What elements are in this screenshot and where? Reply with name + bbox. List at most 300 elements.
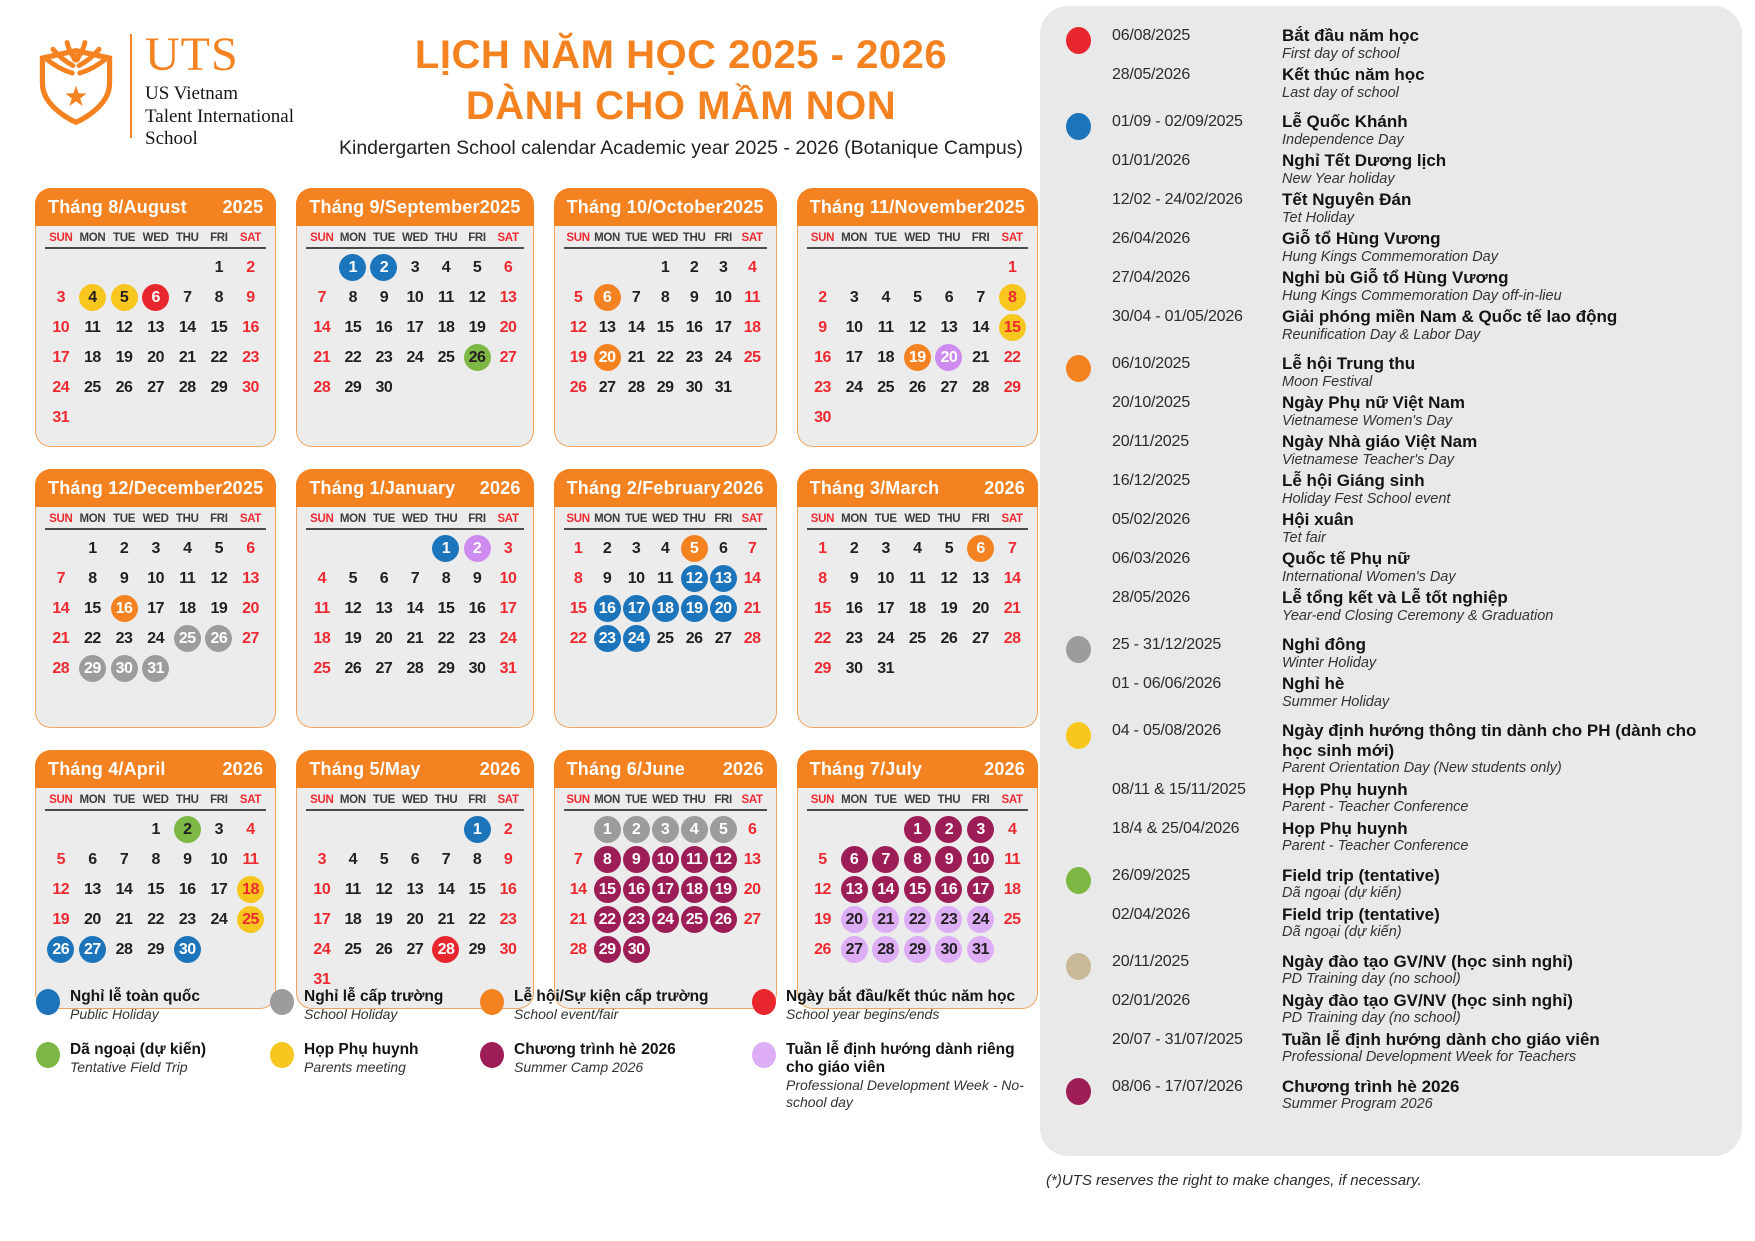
day-cell — [77, 343, 109, 372]
day-cell — [77, 373, 109, 402]
day-cell — [337, 594, 368, 623]
event-entry — [1112, 1077, 1716, 1113]
day-cell — [203, 845, 235, 874]
day-number: 2 — [818, 289, 827, 306]
day-cell — [807, 403, 839, 432]
day-number-marked-maroon: 26 — [710, 906, 737, 933]
day-number: 30 — [468, 660, 486, 677]
day-number: 5 — [818, 851, 827, 868]
weekday-label: FRI — [971, 232, 990, 244]
day-number: 28 — [569, 941, 587, 958]
event-date: 28/05/2026 — [1112, 589, 1191, 606]
empty-day-cell — [870, 253, 902, 282]
event-date: 25 - 31/12/2025 — [1112, 636, 1222, 653]
day-number-marked-blue: 12 — [681, 565, 708, 592]
weekday-label: THU — [175, 794, 199, 806]
day-cell — [306, 935, 337, 964]
day-number: 5 — [944, 540, 954, 557]
day-number: 19 — [375, 911, 393, 928]
day-cell — [306, 283, 337, 312]
event-name-vi: Lễ Quốc Khánh — [1282, 112, 1408, 131]
event-entry — [1112, 354, 1716, 390]
event-text — [1282, 549, 1716, 585]
day-number: 7 — [441, 851, 451, 868]
legend-item-yellow — [270, 1041, 480, 1111]
event-date: 06/03/2026 — [1112, 550, 1191, 567]
weekday-header-row — [306, 232, 523, 249]
day-number-marked-blue: 26 — [47, 936, 74, 963]
event-name-vi: Ngày đào tạo GV/NV (học sinh nghỉ) — [1282, 951, 1573, 971]
day-cell — [368, 875, 399, 904]
day-cell — [462, 935, 493, 964]
day-cell — [996, 283, 1028, 312]
day-number-marked-maroon: 14 — [872, 876, 899, 903]
day-number: 13 — [940, 319, 958, 336]
weekday-header-row — [45, 513, 266, 530]
page-subtitle: Kindergarten School calendar Academic year 2025 - 2026 (Botanique Campus) — [339, 137, 1023, 159]
day-number: 9 — [119, 570, 129, 587]
event-entry — [1112, 510, 1716, 546]
day-number: 28 — [743, 630, 761, 647]
day-number: 7 — [976, 289, 985, 306]
day-cell — [368, 905, 399, 934]
day-cell — [870, 845, 902, 874]
day-number: 24 — [845, 379, 863, 396]
event-date: 28/05/2026 — [1112, 66, 1191, 83]
day-cell — [709, 313, 738, 342]
events-sidebar — [1040, 6, 1742, 1156]
empty-day-cell — [593, 253, 622, 282]
day-number: 23 — [115, 630, 133, 647]
weekday-label: MON — [339, 232, 366, 244]
month-header — [554, 469, 777, 507]
day-number: 31 — [313, 971, 331, 988]
day-cell — [807, 564, 839, 593]
uts-shield-icon — [35, 30, 117, 134]
month-title: Tháng 5/May — [309, 759, 421, 779]
day-number-marked-gray: 25 — [174, 625, 201, 652]
day-cell — [965, 875, 997, 904]
legend-label-en: Parents meeting — [304, 1059, 406, 1075]
day-number: 22 — [656, 349, 674, 366]
legend-label-en: School year begins/ends — [786, 1006, 940, 1022]
day-number: 21 — [569, 911, 587, 928]
day-cell — [622, 343, 651, 372]
day-cell — [430, 313, 461, 342]
day-cell — [45, 403, 77, 432]
month-days — [306, 253, 523, 402]
day-number: 18 — [908, 600, 926, 617]
day-number: 22 — [84, 630, 101, 647]
day-number-marked-yellow: 18 — [237, 876, 264, 903]
day-cell — [593, 373, 622, 402]
day-cell — [399, 564, 430, 593]
day-cell — [77, 594, 109, 623]
month-card — [35, 750, 276, 1009]
day-number: 17 — [313, 911, 331, 928]
event-name-vi: Họp Phụ huynh — [1282, 779, 1408, 799]
day-number: 22 — [468, 911, 486, 928]
day-number: 1 — [151, 821, 160, 838]
day-number: 9 — [183, 851, 192, 868]
weekday-label: SAT — [239, 794, 262, 806]
day-number-marked-orange: 6 — [967, 535, 994, 562]
day-number-marked-maroon: 23 — [623, 906, 650, 933]
empty-day-cell — [140, 253, 172, 282]
day-cell — [965, 594, 997, 623]
event-text — [1282, 229, 1716, 265]
day-number-marked-maroon: 9 — [623, 846, 650, 873]
weekday-label: MON — [339, 513, 366, 525]
day-cell — [337, 564, 368, 593]
day-number-marked-red: 28 — [432, 936, 459, 963]
event-date: 02/04/2026 — [1112, 905, 1191, 923]
day-cell — [171, 594, 203, 623]
day-number: 11 — [877, 319, 894, 336]
month-header — [554, 750, 777, 788]
day-cell — [996, 624, 1028, 653]
day-number: 2 — [246, 259, 255, 276]
weekday-label: SAT — [497, 513, 519, 525]
month-header — [35, 469, 276, 507]
event-name-en: Moon Festival — [1282, 373, 1373, 390]
day-cell — [651, 343, 680, 372]
weekday-label: MON — [339, 794, 366, 806]
day-number: 22 — [210, 349, 228, 366]
event-group-yellow — [1066, 721, 1716, 855]
day-number: 23 — [242, 349, 259, 366]
event-name-en: Summer Holiday — [1282, 693, 1390, 710]
day-cell — [593, 815, 622, 844]
day-cell — [902, 594, 934, 623]
day-cell — [171, 283, 203, 312]
day-cell — [622, 283, 651, 312]
day-cell — [738, 845, 767, 874]
day-cell — [493, 815, 524, 844]
event-name-en: Hung Kings Commemoration Day off-in-lieu — [1282, 287, 1562, 304]
day-cell — [140, 654, 172, 683]
event-text — [1282, 905, 1716, 941]
weekday-label: SAT — [741, 794, 763, 806]
day-number: 3 — [56, 289, 65, 306]
event-group-blue — [1066, 112, 1716, 343]
day-cell — [902, 875, 934, 904]
event-group-green — [1066, 866, 1716, 941]
day-cell — [462, 905, 493, 934]
event-name-vi: Giỗ tổ Hùng Vương — [1282, 229, 1441, 248]
day-cell — [45, 875, 77, 904]
day-number: 3 — [410, 259, 420, 276]
event-date: 05/02/2026 — [1112, 511, 1191, 528]
event-entry — [1112, 549, 1716, 585]
day-cell — [77, 654, 109, 683]
day-number: 1 — [818, 540, 827, 557]
empty-day-cell — [564, 253, 593, 282]
day-number: 30 — [375, 379, 393, 396]
day-cell — [564, 564, 593, 593]
day-number: 4 — [913, 540, 922, 557]
weekday-label: SAT — [741, 513, 763, 525]
day-number: 29 — [656, 379, 674, 396]
event-text — [1282, 721, 1716, 777]
day-number-marked-lightpurple: 22 — [904, 906, 931, 933]
day-cell — [235, 564, 267, 593]
day-number: 17 — [52, 349, 70, 366]
day-number: 16 — [242, 319, 259, 336]
day-number: 12 — [908, 319, 926, 336]
day-cell — [430, 534, 461, 563]
day-cell — [651, 594, 680, 623]
day-cell — [108, 875, 140, 904]
day-number: 13 — [972, 570, 989, 587]
day-cell — [680, 253, 709, 282]
day-cell — [235, 815, 267, 844]
day-cell — [870, 283, 902, 312]
event-name-en: Parent - Teacher Conference — [1282, 838, 1469, 854]
day-number: 15 — [468, 881, 486, 898]
day-number: 11 — [344, 881, 361, 898]
day-cell — [933, 343, 965, 372]
day-cell — [235, 594, 267, 623]
day-cell — [738, 343, 767, 372]
weekday-label: SUN — [810, 513, 835, 525]
day-number-marked-blue: 20 — [710, 595, 737, 622]
day-number: 21 — [437, 911, 455, 928]
day-cell — [306, 564, 337, 593]
event-name-vi: Lễ tổng kết và Lễ tốt nghiệp — [1282, 588, 1508, 607]
legend-label-en: School event/fair — [514, 1006, 619, 1022]
day-cell — [108, 534, 140, 563]
empty-day-cell — [933, 253, 965, 282]
day-cell — [807, 373, 839, 402]
day-number: 23 — [468, 630, 486, 647]
day-number: 23 — [499, 911, 517, 928]
day-number: 5 — [379, 851, 389, 868]
day-cell — [368, 845, 399, 874]
day-cell — [838, 564, 870, 593]
day-number: 14 — [313, 319, 331, 336]
day-cell — [593, 534, 622, 563]
day-cell — [838, 845, 870, 874]
day-number: 13 — [84, 881, 101, 898]
footnote: (*)UTS reserves the right to make changes, if necessary. — [1046, 1172, 1422, 1189]
day-number: 12 — [115, 319, 133, 336]
day-cell — [171, 815, 203, 844]
day-cell — [399, 594, 430, 623]
day-number: 21 — [1003, 600, 1021, 617]
weekday-label: TUE — [625, 794, 648, 806]
day-cell — [593, 875, 622, 904]
day-number: 23 — [845, 630, 863, 647]
day-cell — [306, 875, 337, 904]
day-cell — [399, 654, 430, 683]
day-cell — [965, 564, 997, 593]
weekday-label: SUN — [810, 794, 835, 806]
event-name-vi: Nghỉ bù Giỗ tổ Hùng Vương — [1282, 268, 1509, 287]
event-entry — [1112, 26, 1716, 62]
tan-dot-icon — [1066, 953, 1091, 980]
legend-item-gray — [270, 988, 480, 1023]
weekday-header-row — [45, 794, 266, 811]
day-number: 27 — [375, 660, 393, 677]
day-cell — [493, 564, 524, 593]
event-date: 02/01/2026 — [1112, 991, 1191, 1009]
legend-label-vi: Lễ hội/Sự kiện cấp trường — [514, 988, 709, 1005]
day-cell — [651, 624, 680, 653]
day-cell — [45, 624, 77, 653]
legend-label-en: School Holiday — [304, 1006, 398, 1022]
day-cell — [462, 624, 493, 653]
day-number: 18 — [178, 600, 196, 617]
day-cell — [709, 253, 738, 282]
day-number: 27 — [598, 379, 616, 396]
day-number-marked-yellow: 25 — [237, 906, 264, 933]
day-number: 31 — [714, 379, 732, 396]
day-cell — [462, 564, 493, 593]
day-number-marked-maroon: 9 — [935, 846, 962, 873]
event-date: 08/11 & 15/11/2025 — [1112, 780, 1246, 798]
day-number: 23 — [178, 911, 196, 928]
day-number: 18 — [437, 319, 455, 336]
weekday-label: TUE — [112, 794, 136, 806]
day-number: 5 — [348, 570, 358, 587]
day-cell — [651, 564, 680, 593]
day-number: 31 — [52, 409, 70, 426]
day-cell — [337, 905, 368, 934]
legend-text — [304, 1041, 419, 1076]
day-cell — [235, 313, 267, 342]
day-number: 10 — [210, 851, 228, 868]
month-card — [296, 750, 533, 1009]
day-number: 27 — [714, 630, 732, 647]
day-number: 4 — [441, 259, 451, 276]
day-cell — [902, 283, 934, 312]
weekday-label: TUE — [625, 513, 648, 525]
weekday-label: FRI — [714, 794, 732, 806]
day-number: 11 — [438, 289, 454, 306]
event-name-vi: Chương trình hè 2026 — [1282, 1076, 1460, 1096]
event-name-en: Year-end Closing Ceremony & Graduation — [1282, 607, 1554, 624]
day-number-marked-purple: 20 — [935, 344, 962, 371]
day-number: 18 — [877, 349, 895, 366]
day-cell — [807, 534, 839, 563]
day-number-marked-blue: 18 — [652, 595, 679, 622]
yellow-legend-dot-icon — [270, 1042, 294, 1068]
weekday-label: WED — [652, 794, 679, 806]
event-text — [1282, 819, 1716, 855]
event-text — [1282, 952, 1716, 988]
day-number: 24 — [52, 379, 70, 396]
day-number-marked-yellow: 8 — [999, 284, 1026, 311]
weekday-label: FRI — [714, 232, 732, 244]
day-cell — [306, 654, 337, 683]
day-cell — [140, 845, 172, 874]
day-number: 11 — [744, 289, 761, 306]
day-cell — [235, 283, 267, 312]
legend-label-en: Summer Camp 2026 — [514, 1059, 644, 1075]
day-cell — [838, 313, 870, 342]
day-cell — [902, 815, 934, 844]
month-year: 2025 — [479, 197, 521, 217]
day-cell — [399, 905, 430, 934]
day-cell — [870, 905, 902, 934]
day-cell — [651, 534, 680, 563]
month-card — [296, 188, 533, 447]
month-title: Tháng 11/November — [809, 197, 985, 217]
day-cell — [933, 283, 965, 312]
weekday-header-row — [807, 232, 1028, 249]
day-number: 25 — [313, 660, 331, 677]
weekday-label: WED — [142, 513, 169, 525]
day-number: 9 — [503, 851, 513, 868]
day-cell — [870, 564, 902, 593]
month-header — [797, 469, 1038, 507]
day-cell — [593, 564, 622, 593]
day-number-marked-maroon: 29 — [594, 936, 621, 963]
month-body — [296, 226, 533, 447]
day-number-marked-lightpurple: 21 — [872, 906, 899, 933]
legend-item-red — [752, 988, 1031, 1023]
day-number: 8 — [660, 289, 670, 306]
day-cell — [462, 313, 493, 342]
day-number-marked-maroon: 22 — [594, 906, 621, 933]
day-number-marked-maroon: 13 — [841, 876, 868, 903]
event-name-en: PD Training day (no school) — [1282, 971, 1461, 987]
event-text — [1282, 26, 1716, 62]
weekday-label: SUN — [310, 513, 334, 525]
legend-text — [70, 1041, 206, 1076]
weekday-label: SUN — [49, 513, 73, 525]
day-number-marked-maroon: 16 — [935, 876, 962, 903]
day-number-marked-maroon: 17 — [967, 876, 994, 903]
day-number: 25 — [344, 941, 362, 958]
month-year: 2025 — [722, 197, 764, 217]
weekday-label: SUN — [566, 794, 590, 806]
day-number-marked-orange: 19 — [904, 344, 931, 371]
day-number: 10 — [406, 289, 424, 306]
day-cell — [77, 283, 109, 312]
legend — [36, 988, 1031, 1111]
day-cell — [108, 564, 140, 593]
legend-label-en: Public Holiday — [70, 1006, 159, 1022]
day-number: 12 — [468, 289, 486, 306]
weekday-label: TUE — [874, 794, 897, 806]
day-cell — [203, 905, 235, 934]
weekday-label: SUN — [566, 513, 590, 525]
empty-day-cell — [368, 534, 399, 563]
day-number-marked-maroon: 8 — [594, 846, 621, 873]
day-cell — [45, 373, 77, 402]
day-number: 11 — [1004, 851, 1021, 868]
day-cell — [368, 253, 399, 282]
empty-day-cell — [45, 534, 77, 563]
day-cell — [203, 283, 235, 312]
day-number-marked-maroon: 10 — [652, 846, 679, 873]
day-cell — [140, 313, 172, 342]
day-cell — [399, 875, 430, 904]
event-group-dot-column — [1066, 26, 1112, 101]
weekday-label: THU — [682, 232, 706, 244]
weekday-label: SAT — [1001, 513, 1023, 525]
event-list — [1112, 635, 1716, 710]
weekday-label: FRI — [468, 513, 486, 525]
event-name-en: Reunification Day & Labor Day — [1282, 326, 1481, 343]
legend-label-vi: Nghỉ lễ cấp trường — [304, 988, 444, 1005]
day-number: 27 — [743, 911, 761, 928]
day-number: 24 — [714, 349, 732, 366]
event-group-dot-column — [1066, 866, 1112, 941]
day-cell — [399, 253, 430, 282]
